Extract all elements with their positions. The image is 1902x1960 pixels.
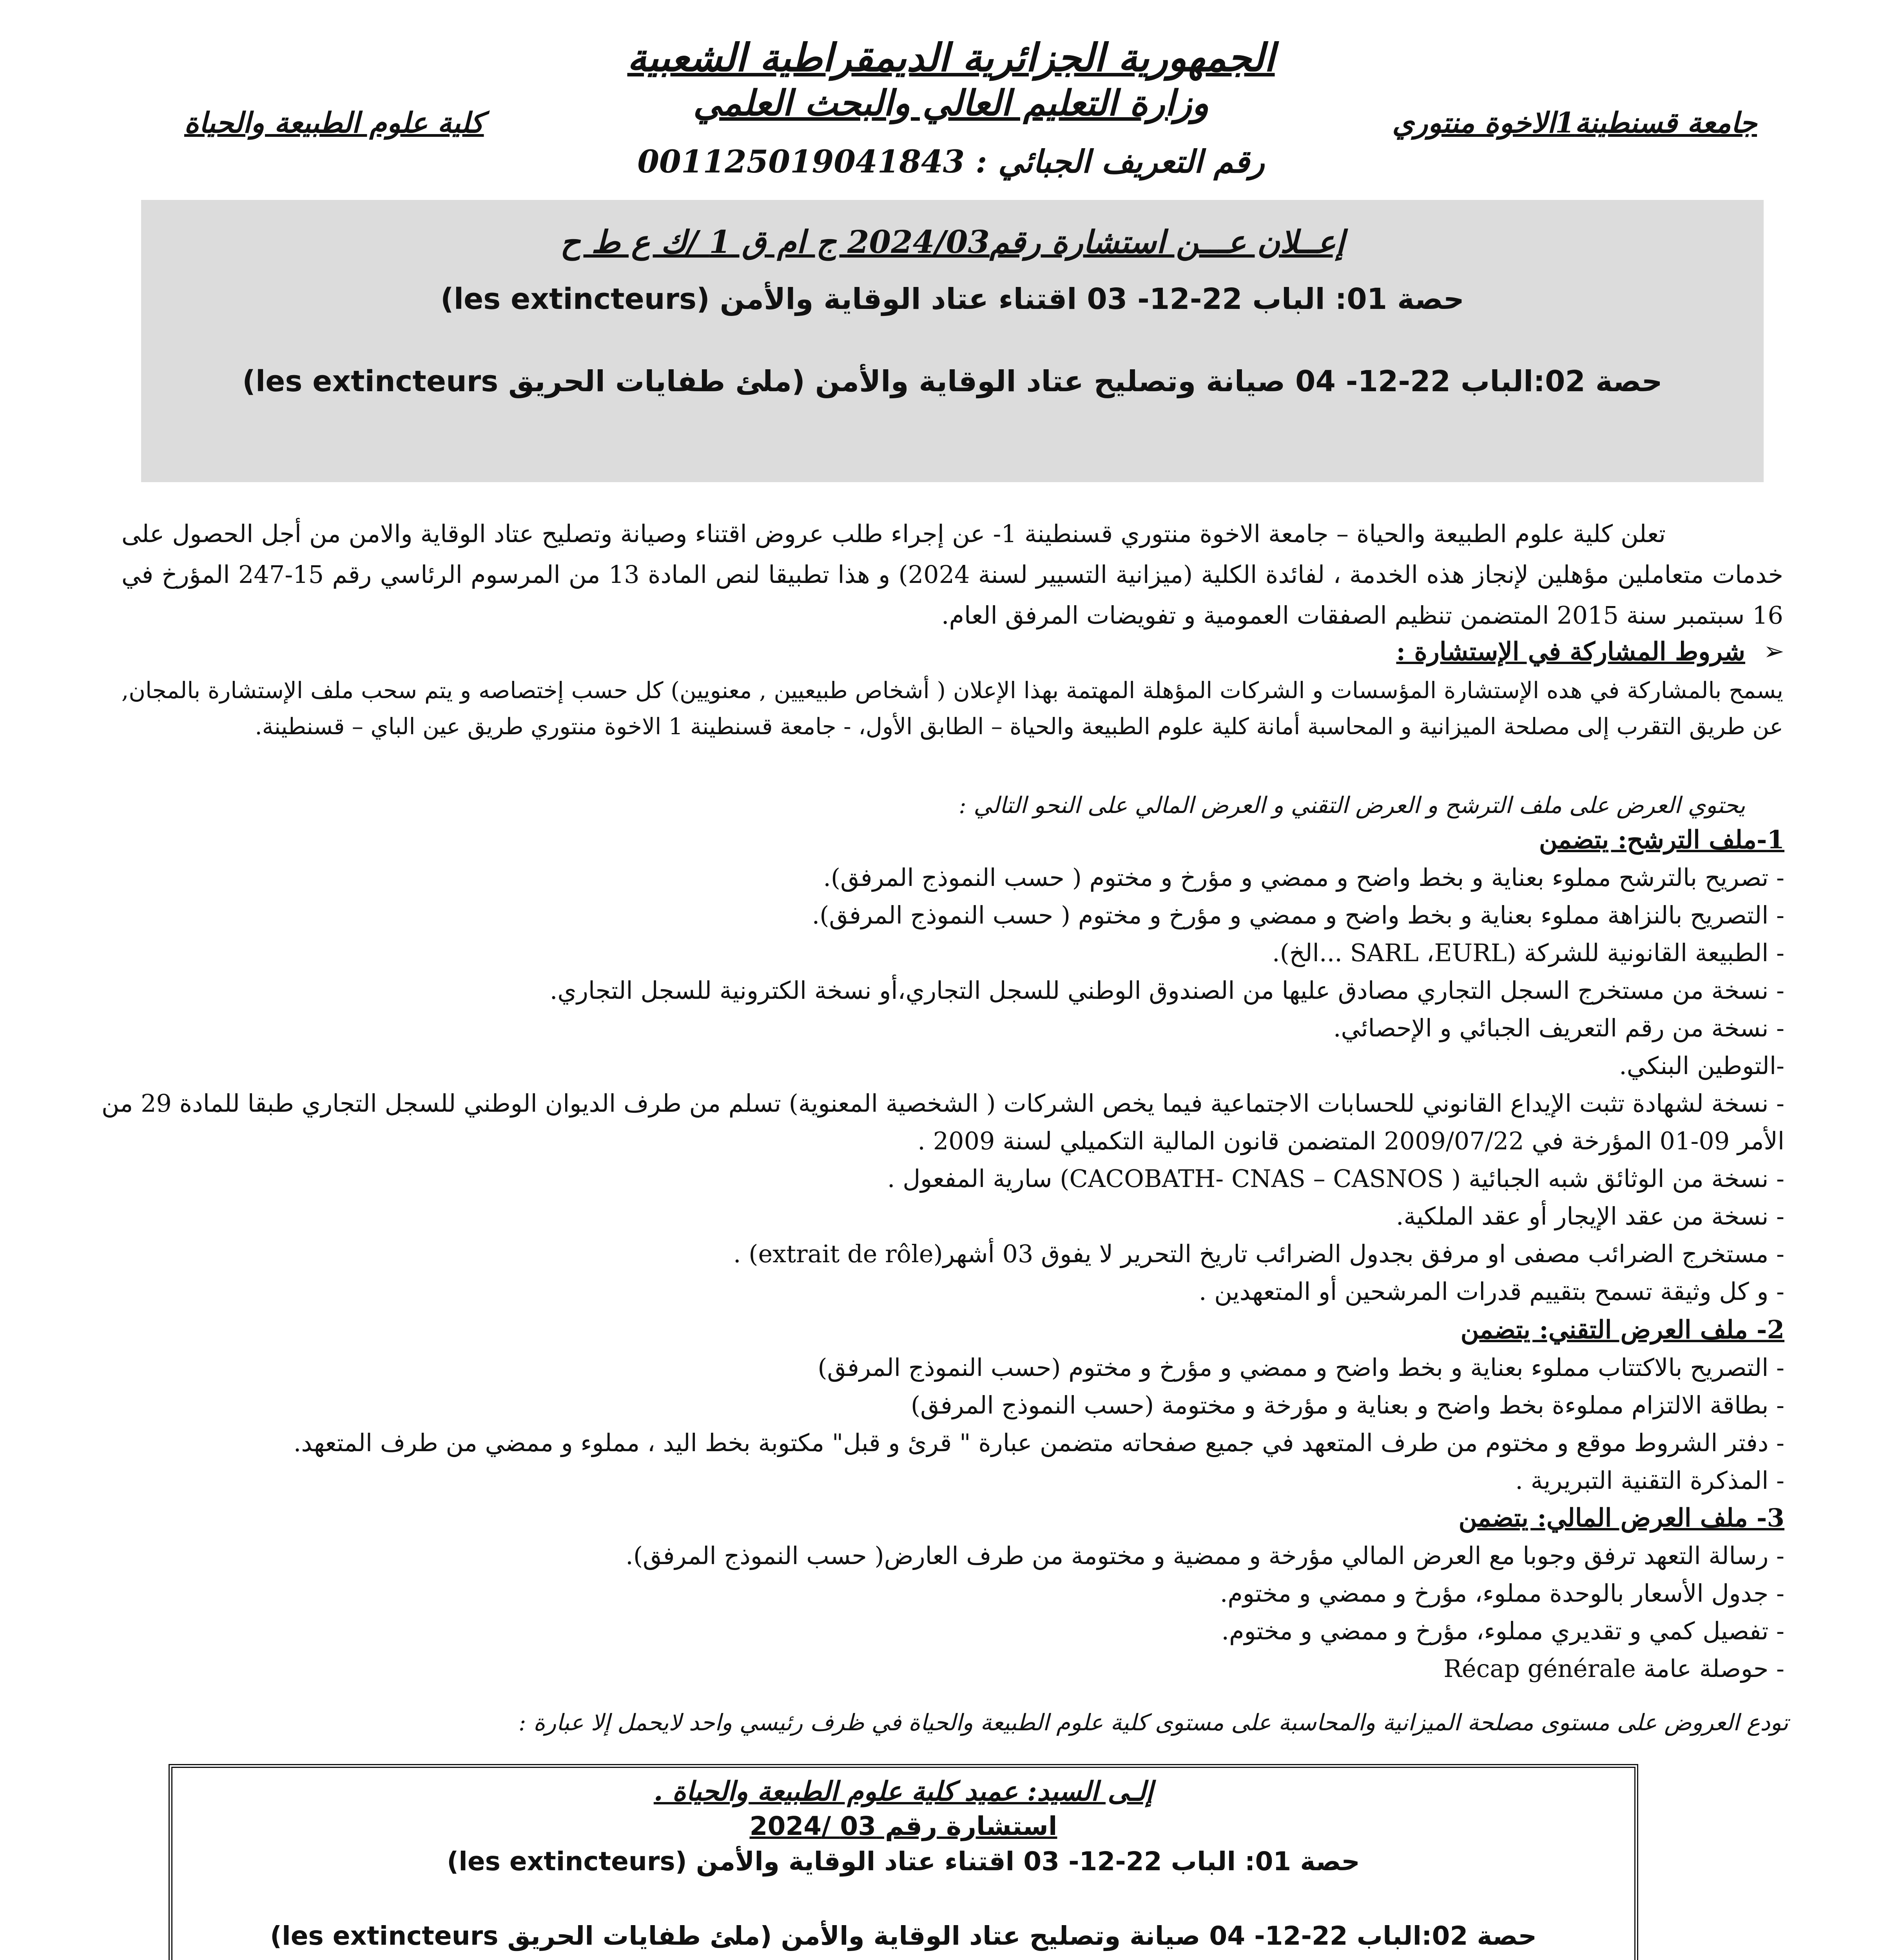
list-item: - مستخرج الضرائب مصفى او مرفق بجدول الضرائب تاريخ التحرير لا يفوق 03 أشهر(extrait de rôle) .	[733, 1240, 1784, 1268]
candidacy-list	[101, 821, 1784, 1310]
republic-title: الجمهورية الجزائرية الديمقراطية الشعبية	[627, 35, 1275, 80]
arrow-bullet-icon: ➢	[1763, 637, 1784, 666]
financial-list	[123, 1499, 1784, 1688]
list-item: - و كل وثيقة تسمح بتقييم قدرات المرشحين أو المتعهدين .	[1198, 1277, 1784, 1306]
financial-title: 3- ملف العرض المالي: يتضمن	[1458, 1503, 1784, 1533]
envelope-box	[169, 1764, 1638, 1960]
announcement-banner	[141, 200, 1764, 482]
list-item: -التوطين البنكي.	[1619, 1051, 1784, 1080]
tax-id: رقم التعريف الجبائي : 001125019041843	[637, 143, 1265, 180]
technical-title: 2- ملف العرض التقني: يتضمن	[1460, 1315, 1784, 1345]
envelope-lot2: حصة 02:الباب 22-12- 04 صيانة وتصليح عتاد الوقاية والأمن (ملئ طفايات الحريق les extincteurs)	[270, 1921, 1537, 1951]
faculty-name: كلية علوم الطبيعة والحياة	[184, 106, 484, 139]
list-item: - بطاقة الالتزام مملوءة بخط واضح و بعناية و مؤرخة و مختومة (حسب النموذج المرفق)	[911, 1391, 1784, 1419]
list-item: - الطبيعة القانونية للشركة (SARL ،EURL ...الخ).	[1272, 938, 1784, 967]
lot2-title: حصة 02:الباب 22-12- 04 صيانة وتصليح عتاد الوقاية والأمن (ملئ طفايات الحريق les extincteurs)	[242, 365, 1663, 398]
list-item: - تفصيل كمي و تقديري مملوء، مؤرخ و ممضي و مختوم.	[1221, 1617, 1784, 1645]
list-item: - نسخة لشهادة تثبت الإيداع القانوني للحسابات الاجتماعية فيما يخص الشركات ( الشخصية المعنوية) تسلم من طرف الديوان الوطني للسجل التجاري طبقا للمادة 29 من	[101, 1089, 1784, 1118]
conditions-text: يسمح بالمشاركة في هده الإستشارة المؤسسات و الشركات المؤهلة المهتمة بهذا الإعلان ( أشخاص طبيعيين , معنويين) كل حسب إختصاصه و يتم سحب ملف الإستشارة بالمجان, عن طريق التقرب إلى مصلحة الميزانية و المحاسبة أمانة كلية علوم الطبيعة والحياة – الطابق الأول، - جامعة قسنطينة 1 الاخوة منتوري طريق عين الباي – قسنطينة.	[121, 677, 1783, 740]
announcement-title: إعــلان عـــن استشارة رقم2024/03 ج ام ق 1 /ك ع ط ح	[560, 223, 1345, 260]
intro-paragraph: تعلن كلية علوم الطبيعة والحياة – جامعة الاخوة منتوري قسنطينة 1- عن إجراء طلب عروض اقتناء وصيانة وتصليح عتاد الوقاية والامن من أجل الحصول على خدمات متعاملين مؤهلين لإنجاز هذه الخدمة ، لفائدة الكلية (ميزانية التسيير لسنة 2024) و هذا تطبيقا لنص المادة 13 من المرسوم الرئاسي رقم 15-247 المؤرخ في 16 سبتمبر سنة 2015 المتضمن تنظيم الصفقات العمومية و تفويضات المرفق العام.	[121, 519, 1784, 630]
list-item: - رسالة التعهد ترفق وجوبا مع العرض المالي مؤرخة و ممضية و مختومة من طرف العارض( حسب النموذج المرفق).	[626, 1541, 1784, 1570]
university-name: جامعة قسنطينة1الاخوة منتوري	[1392, 106, 1757, 139]
technical-list	[123, 1311, 1784, 1499]
list-item: - دفتر الشروط موقع و مختوم من طرف المتعهد في جميع صفحاته متضمن عبارة " قرئ و قبل" مكتوبة بخط اليد ، مملوء و ممضي من طرف المتعهد.	[293, 1428, 1784, 1457]
deposit-note: تودع العروض على مستوى مصلحة الميزانية والمحاسبة على مستوى كلية علوم الطبيعة والحياة في ظرف رئيسي واحد لايحمل إلا عبارة :	[518, 1709, 1788, 1736]
lot1-title: حصة 01: الباب 22-12- 03 اقتناء عتاد الوقاية والأمن (les extincteurs)	[440, 282, 1465, 316]
envelope-consultation: استشارة رقم 03 /2024	[749, 1811, 1057, 1841]
list-item: - نسخة من الوثائق شبه الجبائية ( CACOBATH- CNAS – CASNOS) سارية المفعول .	[887, 1164, 1784, 1193]
conditions-title: شروط المشاركة في الإستشارة :	[1396, 637, 1745, 666]
envelope-lot1: حصة 01: الباب 22-12- 03 اقتناء عتاد الوقاية والأمن (les extincteurs)	[447, 1846, 1360, 1877]
ministry-title: وزارة التعليم العالي والبحث العلمي	[693, 82, 1209, 124]
list-item: - المذكرة التقنية التبريرية .	[1515, 1466, 1784, 1495]
list-item: - التصريح بالنزاهة مملوء بعناية و بخط واضح و ممضي و مؤرخ و مختوم ( حسب النموذج المرفق).	[812, 901, 1784, 929]
list-item: - نسخة من عقد الإيجار أو عقد الملكية.	[1396, 1202, 1784, 1230]
list-item: - تصريح بالترشح مملوء بعناية و بخط واضح و ممضي و مؤرخ و مختوم ( حسب النموذج المرفق).	[823, 863, 1784, 892]
envelope-addressee: إلـى السيد: عميد كلية علوم الطبيعة والحياة .	[653, 1776, 1153, 1807]
offer-contents-note: يحتوي العرض على ملف الترشح و العرض التقني و العرض المالي على النحو التالي :	[959, 792, 1745, 818]
list-item: - نسخة من رقم التعريف الجبائي و الإحصائي.	[1333, 1014, 1784, 1042]
list-item: - نسخة من مستخرج السجل التجاري مصادق عليها من الصندوق الوطني للسجل التجاري،أو نسخة الكترونية للسجل التجاري.	[549, 976, 1784, 1005]
list-item: - التصريح بالاكتتاب مملوء بعناية و بخط واضح و ممضي و مؤرخ و مختوم (حسب النموذج المرفق)	[818, 1353, 1784, 1382]
list-item: الأمر 09-01 المؤرخة في 2009/07/22 المتضمن قانون المالية التكميلي لسنة 2009 .	[917, 1127, 1784, 1155]
list-item: - جدول الأسعار بالوحدة مملوء، مؤرخ و ممضي و مختوم.	[1220, 1579, 1784, 1608]
candidacy-title: 1-ملف الترشح: يتضمن	[1539, 825, 1784, 855]
list-item: - حوصلة عامة Récap générale	[1443, 1654, 1784, 1683]
